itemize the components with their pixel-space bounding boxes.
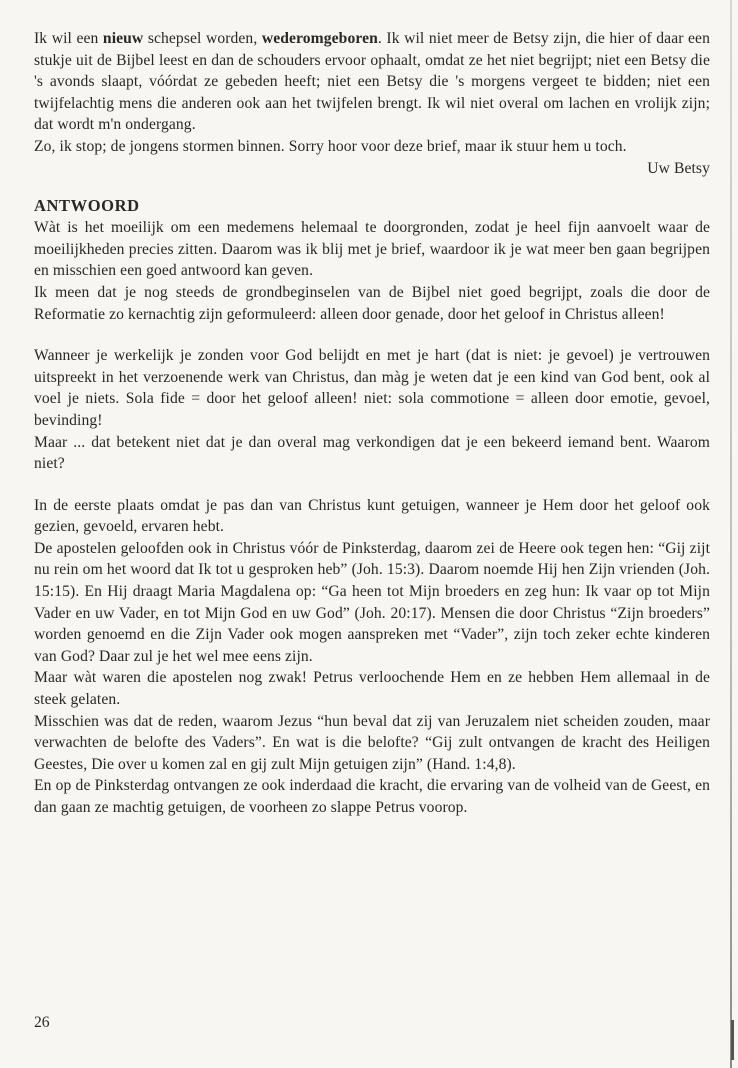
answer-paragraph: Maar ... dat betekent niet dat je dan overal mag verkondigen dat je een bekeerd iemand bent. Waarom niet?: [34, 433, 710, 473]
page-content: [34, 28, 710, 819]
emphasis-nieuw: nieuw: [102, 30, 144, 47]
letter-signature: Uw Betsy: [647, 159, 710, 177]
page-edge-mark: [731, 1020, 734, 1060]
page-number: 26: [34, 1014, 50, 1031]
answer-paragraph: Ik meen dat je nog steeds de grondbeginselen van de Bijbel niet goed begrijpt, zoals die door de Reformatie zo kernachtig zijn geformuleerd: alleen door genade, door het geloof in Christus alleen!: [34, 283, 710, 323]
answer-paragraph: En op de Pinksterdag ontvangen ze ook inderdaad die kracht, die ervaring van de volheid van de Geest, en dan gaan ze machtig getuigen, de voorheen zo slappe Petrus voorop.: [34, 777, 710, 816]
letter-paragraph: Zo, ik stop; de jongens stormen binnen. Sorry hoor voor deze brief, maar ik stuur hem u toch.: [34, 137, 627, 155]
answer-paragraph: De apostelen geloofden ook in Christus vóór de Pinksterdag, daarom zei de Heere ook tegen hen: “Gij zijt nu rein om het woord dat Ik tot u gesproken heb” (Joh. 15:3). Daarom noemde Hij hen Zijn vrienden (Joh. 15:15). En Hij draagt Maria Magdalena op: “Ga heen tot Mijn broeders en zeg hun: Ik vaar op tot Mijn Vader en uw Vader, en tot Mijn God en uw God” (Joh. 20:17). Mensen die door Christus “Zijn broeders” worden genoemd en die Zijn Vader ook mogen aanspreken met “Vader”, zijn toch zeker echte kinderen van God? Daar zul je het wel mee eens zijn.: [34, 539, 710, 665]
letter-paragraph: Ik wil een nieuw schepsel worden, wederomgeboren. Ik wil niet meer de Betsy zijn, die hier of daar een stukje uit de Bijbel leest en dan de schouders ervoor ophaalt, omdat ze het niet begrijpt; niet een Betsy die 's avonds slaapt, vóórdat ze gebeden heeft; niet een Betsy die 's morgens vergeet te bidden; niet een twijfelachtig mens die anderen ook aan het twijfelen brengt. Ik wil niet overal om lachen en vrolijk zijn; dat wordt m'n ondergang.: [34, 30, 710, 134]
answer-paragraph: In de eerste plaats omdat je pas dan van Christus kunt getuigen, wanneer je Hem door het geloof ook gezien, gevoeld, ervaren hebt.: [34, 496, 710, 536]
answer-paragraph: Wanneer je werkelijk je zonden voor God belijdt en met je hart (dat is niet: je gevoel) je vertrouwen uitspreekt in het verzoenende werk van Christus, dan màg je weten dat je een kind van God bent, ook al voel je niets. Sola fide = door het geloof alleen! niet: sola commotione = alleen door emotie, gevoel, bevinding!: [34, 347, 710, 429]
answer-paragraph: Wàt is het moeilijk om een medemens helemaal te doorgronden, zodat je heel fijn aanvoelt waar de moeilijkheden precies zitten. Daarom was ik blij met je brief, waardoor ik je wat meer ben gaan begrijpen en misschien een goed antwoord kan geven.: [34, 219, 710, 280]
answer-heading: ANTWOORD: [34, 196, 140, 216]
answer-paragraph: Maar wàt waren die apostelen nog zwak! Petrus verloochende Hem en ze hebben Hem allemaal in de steek gelaten.: [34, 669, 710, 709]
emphasis-wederomgeboren: wederomgeboren: [261, 30, 378, 47]
page-edge: [730, 0, 732, 1068]
answer-paragraph: Misschien was dat de reden, waarom Jezus “hun beval dat zij van Jeruzalem niet scheiden zouden, maar verwachten de belofte des Vaders”. En wat is die belofte? “Gij zult ontvangen de kracht des Heiligen Geestes, Die over u komen zal en gij zult Mijn getuigen zijn” (Hand. 1:4,8).: [34, 712, 710, 773]
